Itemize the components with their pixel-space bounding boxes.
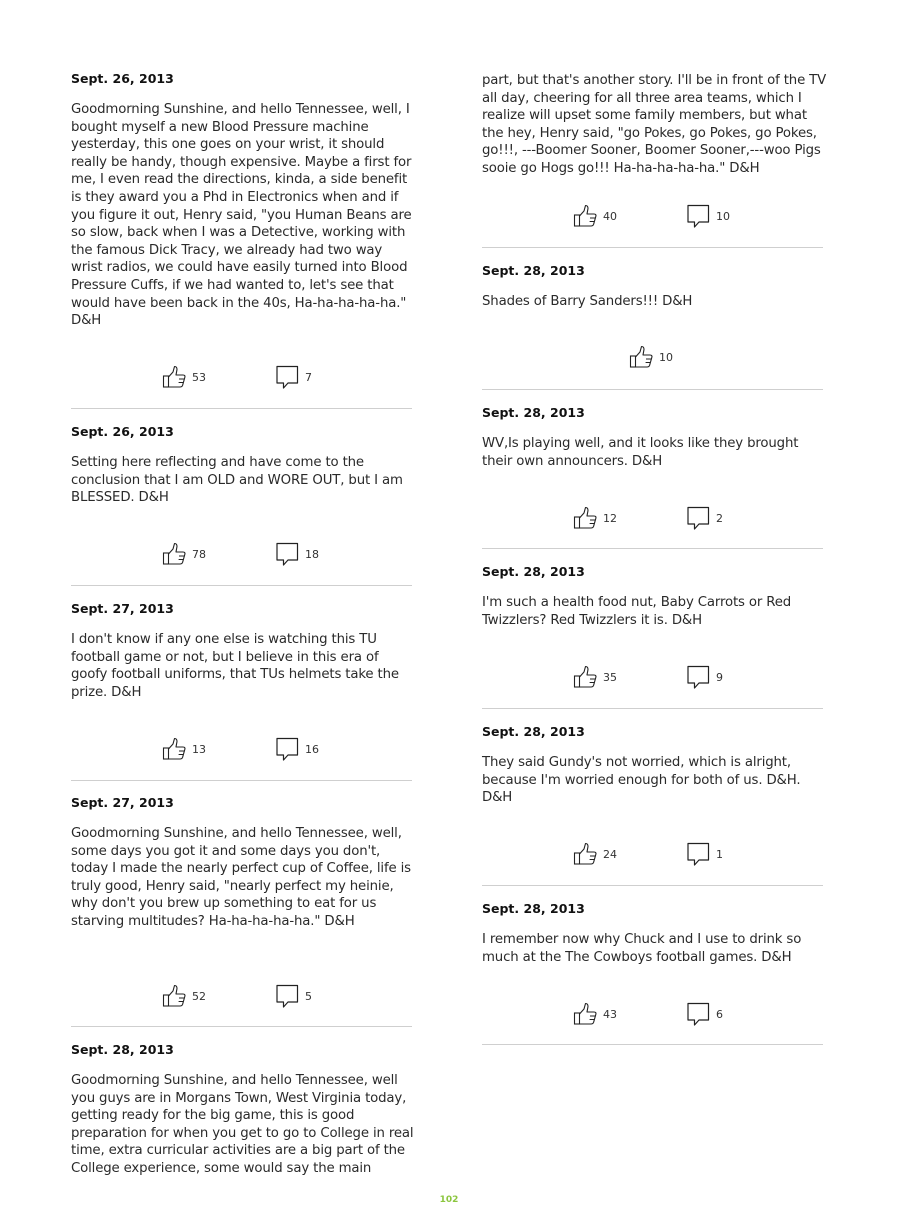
speech-bubble-icon — [273, 540, 301, 568]
post-text: I'm such a health food nut, Baby Carrots or Red Twizzlers? Red Twizzlers it is. D&H — [482, 595, 792, 628]
like-button[interactable] — [571, 663, 617, 691]
like-button[interactable] — [160, 363, 206, 391]
thumbs-up-icon — [160, 982, 188, 1010]
post-text: Goodmorning Sunshine, and hello Tennessee, well, some days you got it and some days you don't, today I made the nearly perfect cup of Coffee, life is truly good, Henry said, "nearly perfect my heinie, why don't you brew up something to eat for us starving multitudes? Ha-ha-ha-ha-ha." D&H — [71, 826, 411, 929]
post-date: Sept. 27, 2013 — [71, 601, 174, 616]
like-button[interactable] — [160, 540, 206, 568]
comment-count: 16 — [305, 742, 319, 756]
like-count: 10 — [659, 350, 673, 364]
divider — [482, 548, 823, 549]
comment-button[interactable] — [273, 363, 312, 391]
thumbs-up-icon — [571, 1000, 599, 1028]
divider — [71, 780, 412, 781]
like-count: 12 — [603, 511, 617, 525]
post-date: Sept. 28, 2013 — [71, 1042, 174, 1057]
divider — [71, 408, 412, 409]
speech-bubble-icon — [684, 1000, 712, 1028]
post-date: Sept. 27, 2013 — [71, 795, 174, 810]
post-text: WV,Is playing well, and it looks like they brought their own announcers. D&H — [482, 436, 799, 469]
comment-count: 18 — [305, 547, 319, 561]
like-button[interactable] — [571, 840, 617, 868]
comment-button[interactable] — [684, 663, 723, 691]
post-date: Sept. 28, 2013 — [482, 724, 585, 739]
thumbs-up-icon — [571, 663, 599, 691]
speech-bubble-icon — [684, 202, 712, 230]
thumbs-up-icon — [627, 343, 655, 371]
speech-bubble-icon — [273, 982, 301, 1010]
comment-button[interactable] — [273, 735, 319, 763]
comment-button[interactable] — [684, 202, 730, 230]
post-text: Goodmorning Sunshine, and hello Tennessee, well, I bought myself a new Blood Pressure machine yesterday, this one goes on your wrist, it should really be handy, though expensive. Maybe a first for me, I even read the directions, kinda, a side benefit is they award you a Phd in Electronics when and if you figure it out, Henry said, "you Human Beans are so slow, back when I was a Detective, working with the famous Dick Tracy, we already had two way wrist radios, we could have easily turned into Blood Pressure Cuffs, if we had wanted to, let's see that would have been back in the 40s, Ha-ha-ha-ha-ha." D&H — [71, 102, 412, 329]
comment-count: 9 — [716, 670, 723, 684]
comment-button[interactable] — [684, 504, 723, 532]
comment-button[interactable] — [684, 840, 723, 868]
comment-button[interactable] — [273, 982, 312, 1010]
speech-bubble-icon — [273, 735, 301, 763]
post-date: Sept. 28, 2013 — [482, 564, 585, 579]
post-text: part, but that's another story. I'll be in front of the TV all day, cheering for all three area teams, which I realize will upset some family members, but what the hey, Henry said, "go Pokes, go Pokes, go Pokes, go!!!, ---Boomer Sooner, Boomer Sooner,---woo Pigs sooie go Hogs go!!! Ha-ha-ha-ha-ha." D&H — [482, 73, 827, 176]
divider — [482, 247, 823, 248]
divider — [482, 389, 823, 390]
thumbs-up-icon — [571, 840, 599, 868]
divider — [482, 1044, 823, 1045]
divider — [71, 1026, 412, 1027]
comment-button[interactable] — [684, 1000, 723, 1028]
post-text: They said Gundy's not worried, which is alright, because I'm worried enough for both of us. D&H. D&H — [482, 755, 801, 806]
divider — [482, 708, 823, 709]
thumbs-up-icon — [571, 504, 599, 532]
thumbs-up-icon — [160, 540, 188, 568]
comment-count: 7 — [305, 370, 312, 384]
like-button[interactable] — [160, 982, 206, 1010]
post-text: Goodmorning Sunshine, and hello Tennessee, well you guys are in Morgans Town, West Virginia today, getting ready for the big game, this is good preparation for when you get to go to College in real time, extra curricular activities are a big part of the College experience, some would say the main — [71, 1073, 414, 1176]
speech-bubble-icon — [684, 504, 712, 532]
post-text: I remember now why Chuck and I use to drink so much at the The Cowboys football games. D&H — [482, 932, 802, 965]
comment-count: 1 — [716, 847, 723, 861]
post-text: Shades of Barry Sanders!!! D&H — [482, 294, 693, 309]
thumbs-up-icon — [160, 735, 188, 763]
post-date: Sept. 26, 2013 — [71, 71, 174, 86]
comment-count: 6 — [716, 1007, 723, 1021]
like-button[interactable] — [571, 1000, 617, 1028]
divider — [71, 585, 412, 586]
comment-count: 5 — [305, 989, 312, 1003]
speech-bubble-icon — [684, 663, 712, 691]
comment-button[interactable] — [273, 540, 319, 568]
divider — [482, 885, 823, 886]
post-text: I don't know if any one else is watching this TU football game or not, but I believe in this era of goofy football uniforms, that TUs helmets take the prize. D&H — [71, 632, 399, 700]
like-button[interactable] — [571, 504, 617, 532]
like-count: 78 — [192, 547, 206, 561]
like-count: 13 — [192, 742, 206, 756]
post-date: Sept. 28, 2013 — [482, 405, 585, 420]
thumbs-up-icon — [160, 363, 188, 391]
comment-count: 2 — [716, 511, 723, 525]
like-count: 35 — [603, 670, 617, 684]
speech-bubble-icon — [684, 840, 712, 868]
like-count: 24 — [603, 847, 617, 861]
like-count: 53 — [192, 370, 206, 384]
comment-count: 10 — [716, 209, 730, 223]
post-text: Setting here reflecting and have come to the conclusion that I am OLD and WORE OUT, but I am BLESSED. D&H — [71, 455, 403, 506]
like-count: 40 — [603, 209, 617, 223]
like-button[interactable] — [571, 202, 617, 230]
like-count: 52 — [192, 989, 206, 1003]
thumbs-up-icon — [571, 202, 599, 230]
post-date: Sept. 28, 2013 — [482, 901, 585, 916]
like-count: 43 — [603, 1007, 617, 1021]
page-number: 102 — [439, 1195, 459, 1205]
like-button[interactable] — [627, 343, 673, 371]
post-date: Sept. 26, 2013 — [71, 424, 174, 439]
speech-bubble-icon — [273, 363, 301, 391]
like-button[interactable] — [160, 735, 206, 763]
post-date: Sept. 28, 2013 — [482, 263, 585, 278]
